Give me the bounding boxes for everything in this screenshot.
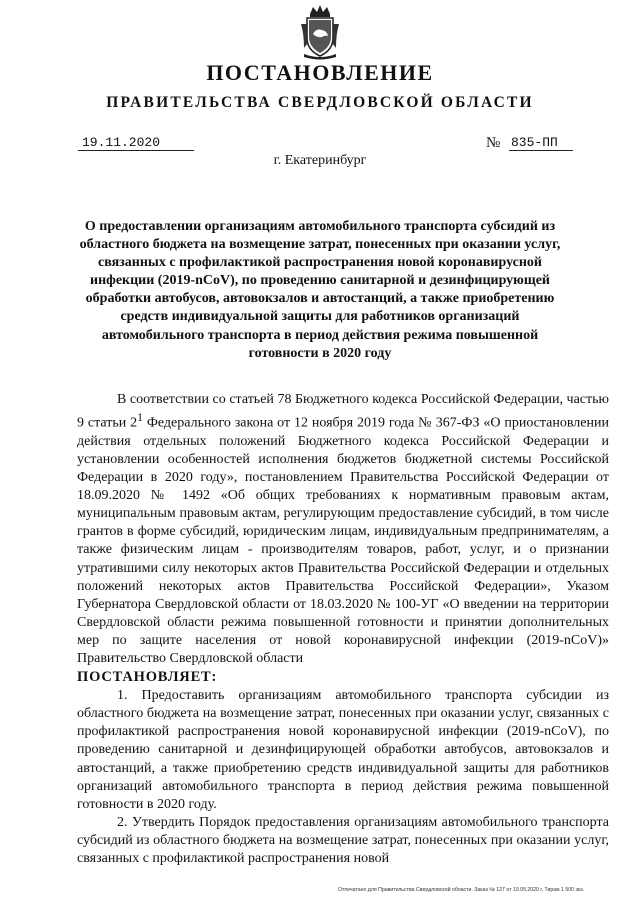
item-1-paragraph: 1. Предоставить организациям автомобильного транспорта субсидии из областного бюджета на возмещение затрат, понесенных при оказании услуг, связанных с профилактикой распространения новой коронавирусной инфекции (2019-nCoV), по проведению санитарной и дезинфицирующей обработки автобусов, автовокзалов и автостанций, а также приобретению средств индивидуальной защиты для работников организаций автомобильного транспорта в период действия режима повышенной готовности в 2020 году. (77, 688, 609, 812)
coat-of-arms-icon (298, 4, 342, 60)
city: г. Екатеринбург (273, 153, 367, 168)
document-type-title: ПОСТАНОВЛЕНИЕ (206, 60, 434, 85)
print-footer: Отпечатано для Правительства Свердловской области. Заказ № 127 от 19.05.2020 г. Тираж 1 500 экз. (338, 887, 585, 893)
document-number: 835-ПП (509, 135, 573, 151)
item-2-paragraph: 2. Утвердить Порядок предоставления организациям автомобильного транспорта субсидий из областного бюджета на возмещение затрат, понесенных при оказании услуг, связанных с профилактикой распространения новой (77, 814, 609, 866)
superscript: 1 (137, 411, 143, 425)
document-subject: О предоставлении организациям автомобильного транспорта субсидий из областного бюджета на возмещение затрат, понесенных при оказании услуг, связанных с профилактикой распространения новой коронавирусной инфекции (2019-nCoV), по проведению санитарной и дезинфицирующей обработки автобусов, автовокзалов и автостанций, а также приобретению средств индивидуальной защиты для работников организаций автомобильного транспорта в период действия режима повышенной готовности в 2020 году (79, 219, 561, 361)
resolution-heading: ПОСТАНОВЛЯЕТ: (77, 669, 218, 686)
preamble-paragraph: В соответствии со статьей 78 Бюджетного кодекса Российской Федерации, частью 9 статьи $2^1$ Федерального закона от 12 ноября 2019 года № 367-ФЗ «О приостановлении действия отдельных положений Бюджетного кодекса Российской Федерации и установлении особенностей исполнения бюджетов бюджетной системы Российской Федерации в 2020 году», постановлением Правительства Российской Федерации от 18.09.2020 № 1492 «Об общих требованиях к нормативным правовым актам, муниципальным правовым актам, регулирующим предоставление субсидий, в том числе грантов в форме субсидий, юридическим лицам, индивидуальным предпринимателям, а также физическим лицам - производителям товаров, работ, услуг, и о признании утратившими силу некоторых актов Правительства Российской Федерации и отдельных положений некоторых актов Правительства Российской Федерации», Указом Губернатора Свердловской области от 18.03.2020 № 100-УГ «О введении на территории Свердловской области режима повышенной готовности и принятии дополнительных мер по защите населения от новой коронавирусной инфекции (2019-nCoV)» Правительство Свердловской области (77, 392, 609, 666)
document-body (77, 391, 609, 868)
issuer-title: ПРАВИТЕЛЬСТВА СВЕРДЛОВСКОЙ ОБЛАСТИ (106, 94, 534, 111)
number-sign: № (486, 135, 501, 151)
document-date: 19.11.2020 (78, 135, 194, 151)
